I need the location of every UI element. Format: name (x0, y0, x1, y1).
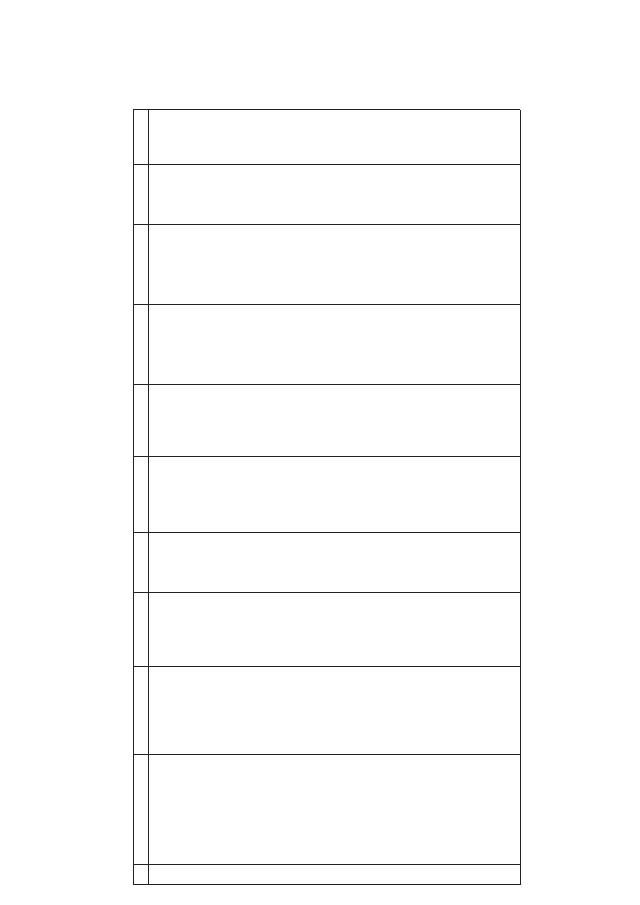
column-divider (133, 864, 520, 865)
column-divider (133, 884, 520, 885)
column-divider (133, 304, 520, 305)
table-border (148, 110, 149, 885)
column-divider (133, 224, 520, 225)
column-divider (133, 384, 520, 385)
column-divider (133, 666, 520, 667)
column-divider (133, 592, 520, 593)
column-divider (133, 164, 520, 165)
column-divider (133, 532, 520, 533)
table-border (520, 110, 521, 885)
column-divider (133, 109, 520, 110)
column-divider (133, 754, 520, 755)
column-divider (133, 456, 520, 457)
table-border (133, 110, 134, 885)
